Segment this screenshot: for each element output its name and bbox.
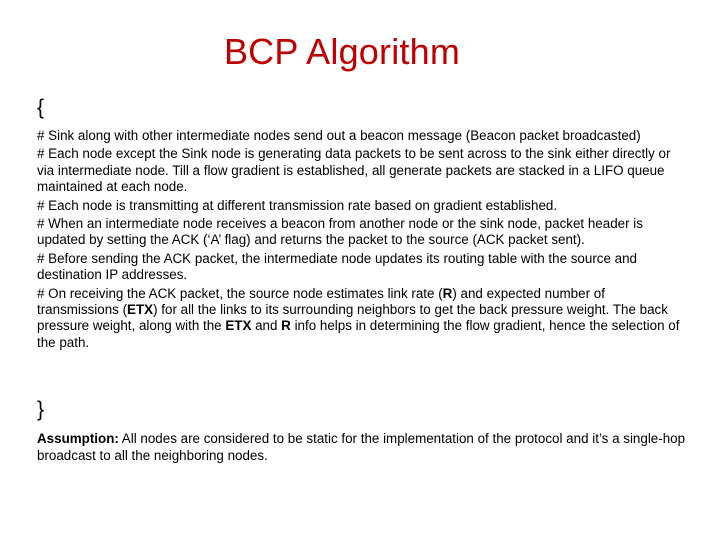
open-brace: { bbox=[37, 96, 45, 119]
step-2 bbox=[37, 146, 687, 195]
step-3 bbox=[37, 198, 687, 214]
step-text: # Each node is transmitting at different transmission rate based on gradient established. bbox=[37, 197, 558, 213]
step-text: and bbox=[251, 318, 282, 334]
assumption-note bbox=[37, 430, 687, 464]
step-text: # On receiving the ACK packet, the source node estimates link rate ( bbox=[37, 285, 443, 301]
step-text: # Sink along with other intermediate nodes send out a beacon message (Beacon packet broadcasted) bbox=[37, 128, 641, 143]
step-text: ) and expected number of transmissions ( bbox=[37, 285, 605, 318]
step-1 bbox=[37, 128, 687, 144]
bold-term-r: R bbox=[281, 318, 291, 334]
step-text: ) for all the links to its surrounding neighbors to get the back pressure weight. The back pressure weight, along with the bbox=[37, 302, 668, 334]
slide-title: BCP Algorithm bbox=[223, 31, 461, 72]
step-5 bbox=[37, 251, 687, 284]
step-text: # When an intermediate node receives a beacon from another node or the sink node, packet header is updated by setting the ACK (‘A’ flag) and returns the packet to the source (ACK packet sent). bbox=[37, 216, 643, 248]
bold-term-r: R bbox=[442, 285, 453, 301]
step-text: # Each node except the Sink node is generating data packets to be sent across to the sink either directly or via intermediate node. Till a flow gradient is established, all generate packets are stacked in a LIFO queue maintained at each node. bbox=[37, 146, 671, 195]
step-text: info helps in determining the flow gradient, hence the selection of the path. bbox=[37, 318, 680, 350]
assumption-text: All nodes are considered to be static for the implementation of the protocol and it’s a single-hop broadcast to all the neighboring nodes. bbox=[37, 431, 686, 463]
bold-term-etx: ETX bbox=[127, 302, 154, 318]
step-text: # Before sending the ACK packet, the intermediate node updates its routing table with the source and destination IP addresses. bbox=[37, 250, 637, 283]
bold-term-etx: ETX bbox=[225, 318, 252, 334]
algorithm-steps bbox=[37, 128, 687, 353]
step-6 bbox=[37, 286, 687, 352]
assumption-label: Assumption: bbox=[37, 431, 119, 446]
step-4 bbox=[37, 216, 687, 249]
close-brace: } bbox=[37, 398, 45, 421]
